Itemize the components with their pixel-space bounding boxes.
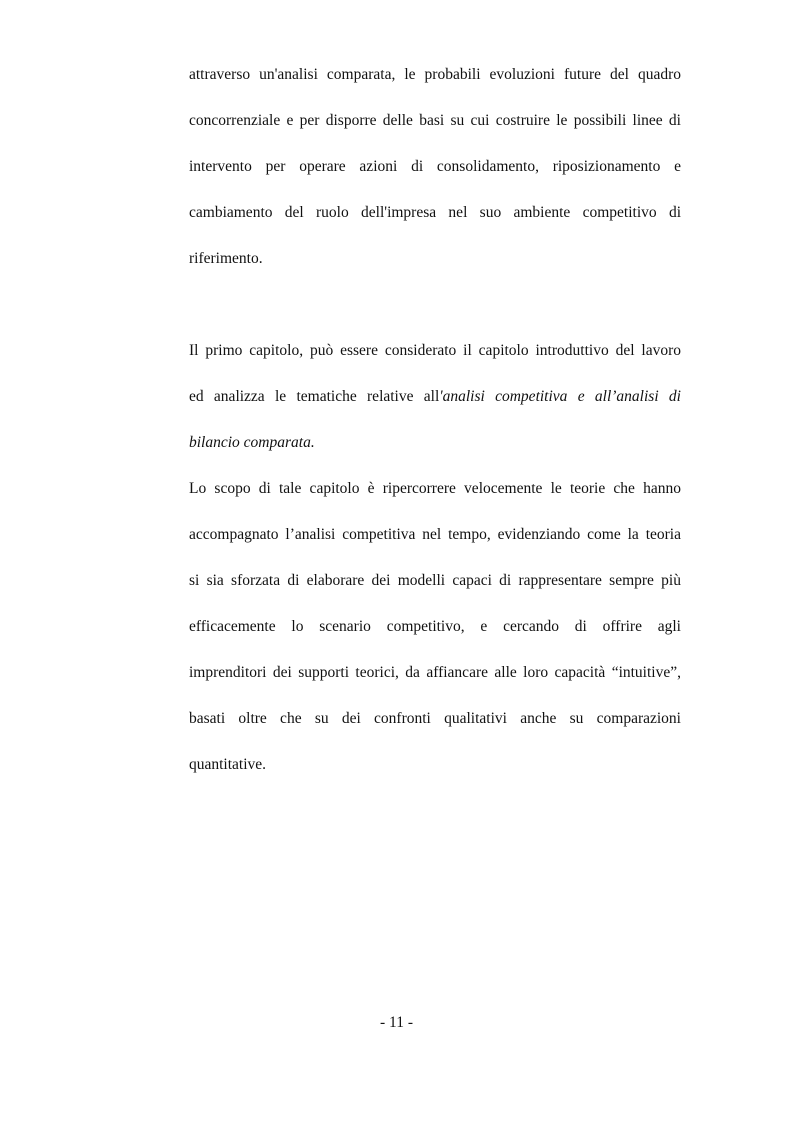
- paragraph-2-line-2: [189, 387, 681, 407]
- paragraph-2-line-3: [189, 433, 681, 453]
- paragraph-1-line-3: intervento per operare azioni di consolidamento, riposizionamento e: [189, 158, 681, 175]
- paragraph-1-line-4: cambiamento del ruolo dell'impresa nel suo ambiente competitivo di: [189, 204, 681, 221]
- paragraph-3-line-1: Lo scopo di tale capitolo è ripercorrere velocemente le teorie che hanno: [189, 480, 681, 497]
- paragraph-1-line-5: riferimento.: [189, 250, 263, 267]
- paragraph-1-line-2: concorrenziale e per disporre delle basi su cui costruire le possibili linee di: [189, 112, 681, 129]
- paragraph-3-line-4: efficacemente lo scenario competitivo, e cercando di offrire agli: [189, 618, 681, 635]
- paragraph-1-line-1: attraverso un'analisi comparata, le probabili evoluzioni future del quadro: [189, 66, 681, 83]
- paragraph-2-line-2-prefix: ed analizza le tematiche relative all: [189, 388, 440, 405]
- paragraph-2-line-3-italic: bilancio comparata.: [189, 434, 315, 451]
- paragraph-3-line-6: basati oltre che su dei confronti qualitativi anche su comparazioni: [189, 710, 681, 727]
- page-number: - 11 -: [380, 1014, 413, 1031]
- paragraph-3-line-2: accompagnato l’analisi competitiva nel tempo, evidenziando come la teoria: [189, 526, 681, 543]
- paragraph-3-line-5: imprenditori dei supporti teorici, da affiancare alle loro capacità “intuitive”,: [189, 664, 681, 681]
- paragraph-2-line-2-italic: 'analisi competitiva e all’analisi di: [439, 388, 681, 405]
- paragraph-3-line-7: quantitative.: [189, 756, 267, 773]
- paragraph-2-line-1: Il primo capitolo, può essere considerato il capitolo introduttivo del lavoro: [189, 342, 681, 359]
- paragraph-3-line-3: si sia sforzata di elaborare dei modelli capaci di rappresentare sempre più: [189, 572, 681, 589]
